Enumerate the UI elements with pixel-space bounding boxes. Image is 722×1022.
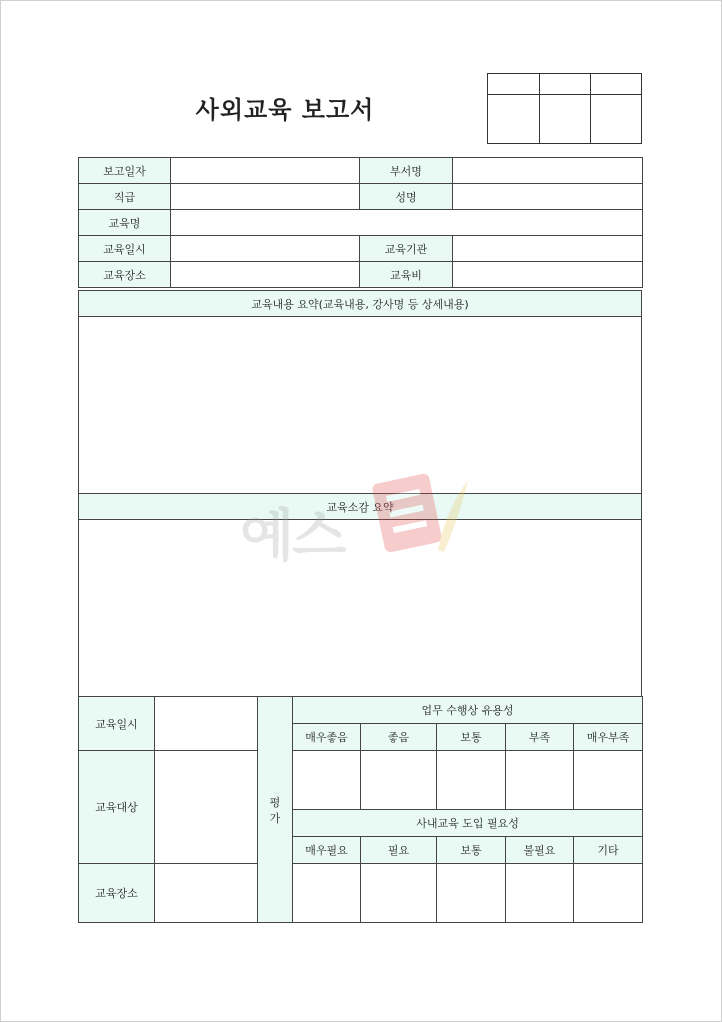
necessity-check-cell[interactable] — [361, 864, 437, 923]
usefulness-title: 업무 수행상 유용성 — [293, 697, 643, 724]
institution-field[interactable] — [453, 236, 643, 262]
necessity-check-cell[interactable] — [574, 864, 643, 923]
necessity-check-cell[interactable] — [293, 864, 361, 923]
usefulness-option: 보통 — [437, 724, 506, 751]
approval-divider — [539, 74, 540, 143]
label-venue: 교육장소 — [79, 262, 171, 288]
fee-field[interactable] — [453, 262, 643, 288]
summary-header: 교육내용 요약(교육내용, 강사명 등 상세내용) — [79, 291, 642, 317]
necessity-option: 보통 — [437, 837, 506, 864]
label-eval-datetime: 교육일시 — [79, 697, 155, 751]
approval-divider — [590, 74, 591, 143]
impression-section — [78, 493, 642, 697]
label-course-datetime: 교육일시 — [79, 236, 171, 262]
eval-target-field[interactable] — [155, 751, 258, 864]
necessity-option: 불필요 — [506, 837, 574, 864]
course-name-field[interactable] — [171, 210, 643, 236]
label-institution: 교육기관 — [360, 236, 453, 262]
info-table — [78, 157, 643, 288]
label-name: 성명 — [360, 184, 453, 210]
evaluation-table — [78, 696, 643, 923]
impression-field[interactable] — [79, 520, 642, 697]
label-course-name: 교육명 — [79, 210, 171, 236]
watermark-text: 예스 — [240, 504, 345, 569]
necessity-check-cell[interactable] — [506, 864, 574, 923]
summary-field[interactable] — [79, 317, 642, 494]
necessity-check-cell[interactable] — [437, 864, 506, 923]
label-report-date: 보고일자 — [79, 158, 171, 184]
usefulness-option: 부족 — [506, 724, 574, 751]
necessity-title: 사내교육 도입 필요성 — [293, 810, 643, 837]
usefulness-option: 좋음 — [361, 724, 437, 751]
eval-char-2: 가 — [269, 811, 281, 825]
necessity-option: 필요 — [361, 837, 437, 864]
eval-venue-field[interactable] — [155, 864, 258, 923]
label-eval-target: 교육대상 — [79, 751, 155, 864]
usefulness-check-cell[interactable] — [506, 751, 574, 810]
report-date-field[interactable] — [171, 158, 360, 184]
label-position: 직급 — [79, 184, 171, 210]
label-department: 부서명 — [360, 158, 453, 184]
usefulness-check-cell[interactable] — [574, 751, 643, 810]
department-field[interactable] — [453, 158, 643, 184]
summary-section — [78, 290, 642, 494]
label-fee: 교육비 — [360, 262, 453, 288]
usefulness-check-cell[interactable] — [293, 751, 361, 810]
usefulness-check-cell[interactable] — [361, 751, 437, 810]
approval-divider — [488, 94, 641, 95]
approval-box — [487, 73, 642, 144]
eval-datetime-field[interactable] — [155, 697, 258, 751]
necessity-option: 기타 — [574, 837, 643, 864]
course-datetime-field[interactable] — [171, 236, 360, 262]
usefulness-option: 매우좋음 — [293, 724, 361, 751]
label-evaluation — [258, 697, 293, 923]
name-field[interactable] — [453, 184, 643, 210]
page-title: 사외교육 보고서 — [195, 96, 375, 124]
eval-char-1: 평 — [269, 795, 281, 809]
position-field[interactable] — [171, 184, 360, 210]
impression-header: 교육소감 요약 — [79, 494, 642, 520]
usefulness-check-cell[interactable] — [437, 751, 506, 810]
usefulness-option: 매우부족 — [574, 724, 643, 751]
necessity-option: 매우필요 — [293, 837, 361, 864]
label-eval-venue: 교육장소 — [79, 864, 155, 923]
venue-field[interactable] — [171, 262, 360, 288]
